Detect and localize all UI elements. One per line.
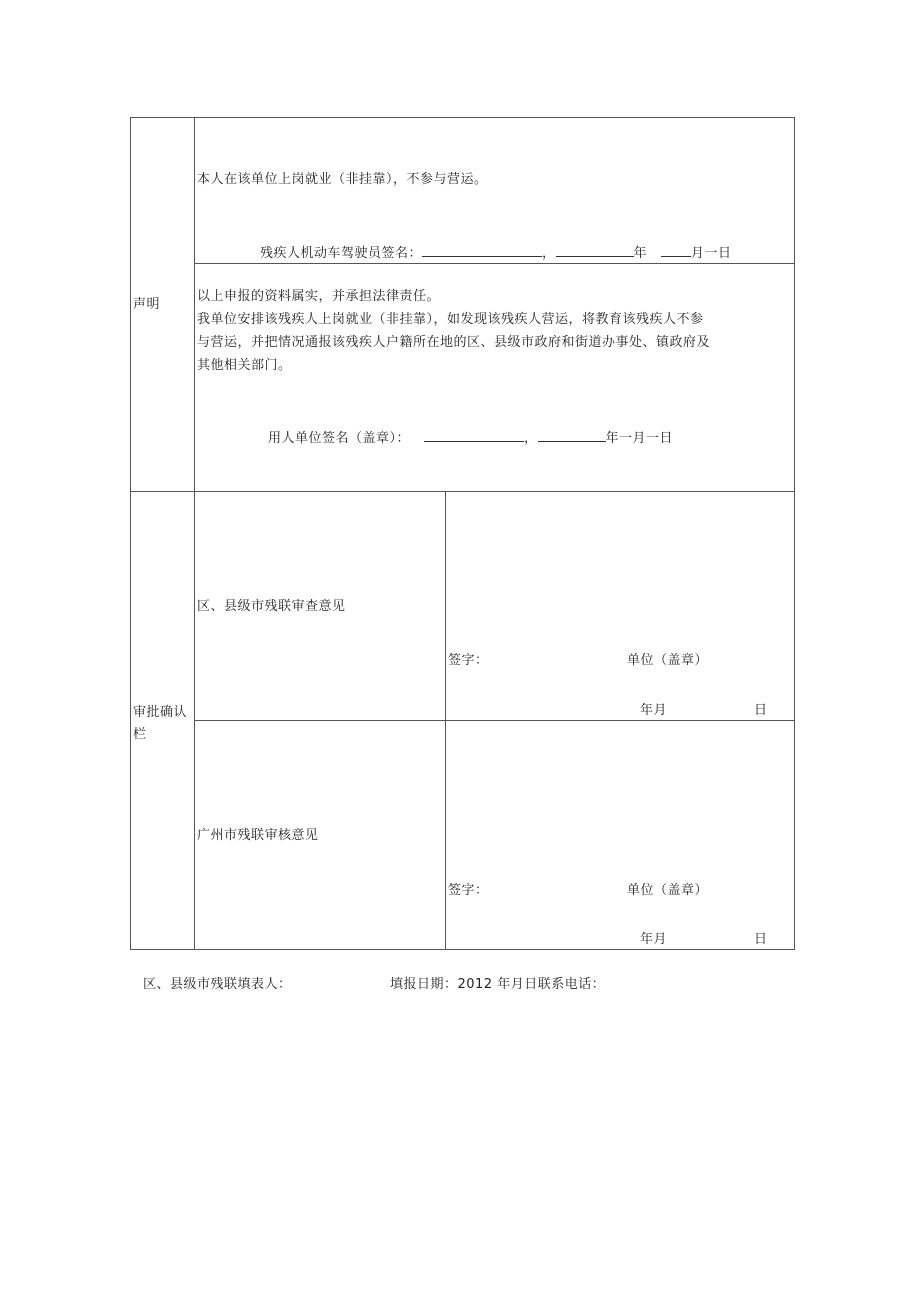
employer-comma: ，	[524, 431, 538, 446]
label-column-divider	[194, 117, 195, 950]
employer-signature-field[interactable]	[424, 430, 524, 442]
employer-sign-label: 用人单位签名（盖章）：	[268, 431, 411, 446]
table-border-right	[794, 117, 795, 950]
employer-date-suffix: 年一月一日	[605, 431, 674, 446]
employer-year-field[interactable]	[538, 430, 606, 442]
driver-sign-label: 残疾人机动车驾驶员签名：	[260, 246, 423, 261]
employer-signature-line	[268, 430, 673, 448]
city-unit-stamp-label: 单位（盖章）	[627, 883, 709, 898]
approval-label-line2: 栏	[133, 727, 147, 742]
driver-statement: 本人在该单位上岗就业（非挂靠），不参与营运。	[197, 172, 488, 187]
declaration-row-divider	[194, 263, 795, 264]
employer-statement-line2: 我单位安排该残疾人上岗就业（非挂靠），如发现该残疾人营运，将教育该残疾人不参	[197, 312, 704, 327]
district-review-title: 区、县级市残联审查意见	[197, 599, 346, 614]
district-year-month: 年月	[640, 703, 668, 718]
city-review-title: 广州市残联审核意见	[197, 828, 319, 843]
district-sign-label: 签字：	[448, 653, 489, 668]
district-day: 日	[754, 703, 768, 718]
driver-year-char: 年	[633, 246, 648, 261]
table-border-top	[130, 117, 795, 118]
city-day: 日	[754, 932, 768, 947]
driver-year-field[interactable]	[556, 245, 634, 257]
district-unit-stamp-label: 单位（盖章）	[627, 653, 709, 668]
driver-month-day: 月一日	[691, 246, 732, 261]
driver-comma: ，	[542, 246, 556, 261]
table-border-left	[130, 117, 131, 950]
driver-signature-line	[260, 245, 732, 263]
approval-label-line1: 审批确认	[133, 705, 188, 720]
table-border-bottom	[130, 949, 795, 950]
driver-signature-field[interactable]	[422, 245, 542, 257]
driver-month-field[interactable]	[661, 245, 691, 257]
declaration-label: 声明	[133, 297, 161, 312]
city-year-month: 年月	[640, 932, 668, 947]
approval-row-divider	[194, 720, 795, 721]
employer-statement-line1: 以上申报的资料属实，并承担法律责任。	[197, 289, 441, 304]
section-divider	[130, 491, 795, 492]
city-sign-label: 签字：	[448, 883, 489, 898]
employer-statement-line4: 其他相关部门。	[197, 358, 292, 373]
footer-filler: 区、县级市残联填表人：	[143, 977, 292, 992]
employer-statement-line3: 与营运，并把情况通报该残疾人户籍所在地的区、县级市政府和街道办事处、镇政府及	[197, 335, 711, 350]
footer-date-phone: 填报日期：2012 年月日联系电话：	[390, 977, 606, 992]
